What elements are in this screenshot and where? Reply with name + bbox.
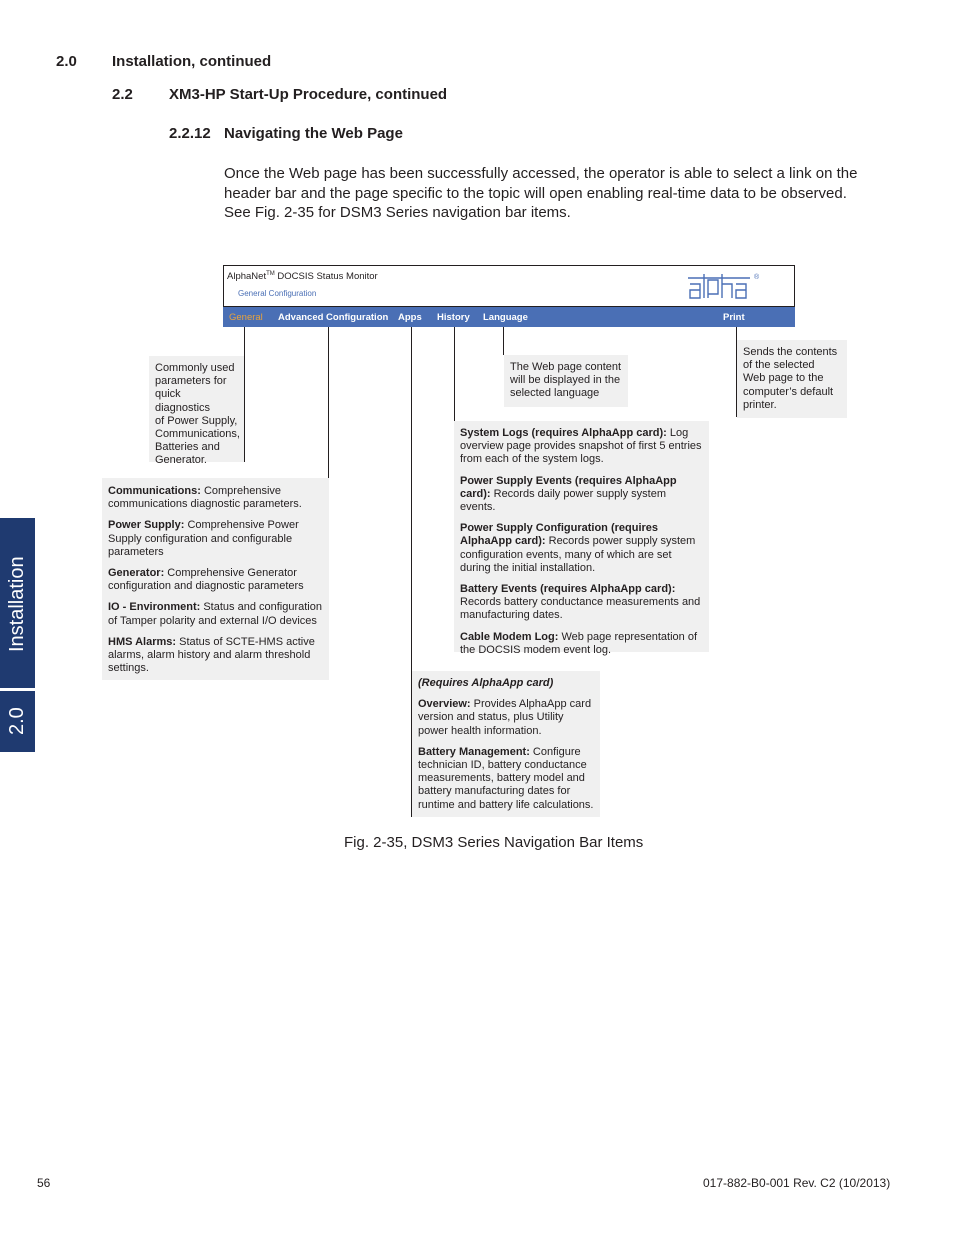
history-item: [460, 475, 703, 515]
nav-language[interactable]: Language: [483, 312, 528, 323]
subsubsection-title: Navigating the Web Page: [224, 125, 403, 142]
item-text: Log overview page provides snapshot of first 5 entries from each of the system logs.: [460, 427, 702, 466]
item-text: Comprehensive Power Supply configuration and configurable parameters: [108, 519, 299, 558]
page-number: 56: [37, 1176, 51, 1190]
callout-line: computer’s default: [743, 385, 834, 398]
document-number: 017-882-B0-001 Rev. C2 (10/2013): [703, 1176, 891, 1190]
callout-line: Batteries and: [155, 441, 220, 454]
callout-apps: [412, 671, 600, 817]
callout-line: Commonly used: [155, 362, 235, 374]
callout-history: [454, 421, 709, 656]
callout-line: Web page to the: [743, 372, 824, 385]
connector-history: [454, 327, 455, 421]
connector-advanced: [328, 327, 329, 478]
monitor-title: DOCSIS Status Monitor: [274, 271, 378, 283]
connector-general: [244, 327, 245, 462]
callout-advanced: [102, 478, 329, 680]
alpha-logo: [688, 270, 760, 307]
apps-item: [418, 746, 594, 812]
web-header-subtitle: General Configuration: [238, 289, 317, 298]
item-text: Records daily power supply system events.: [460, 487, 667, 514]
item-text: Configure technician ID, battery conductance measurements, battery model and battery manufacturing dates for runtime and battery life calculations.: [418, 745, 594, 811]
connector-language: [503, 327, 504, 355]
side-tab-section: 2.0: [6, 707, 28, 735]
callout-print: [737, 340, 847, 418]
trademark: TM: [266, 271, 275, 277]
history-item: [460, 522, 703, 575]
callout-general: [149, 356, 244, 467]
advanced-item: [108, 485, 323, 511]
item-label: Battery Management:: [418, 745, 530, 758]
brand-name: AlphaNet: [227, 271, 267, 283]
item-text: Comprehensive communications diagnostic parameters.: [108, 485, 302, 511]
item-label: Overview:: [418, 698, 471, 711]
item-label: Power Supply Events (requires AlphaApp card):: [460, 474, 677, 500]
figure-caption: Fig. 2-35, DSM3 Series Navigation Bar Items: [344, 834, 644, 851]
item-label: Generator:: [108, 567, 165, 580]
subsubsection-number: 2.2.12: [169, 125, 211, 142]
item-text: Records power supply system configuration events, many of which are set during the initial installation.: [460, 535, 696, 574]
item-label: Power Supply Configuration (requires AlphaApp card):: [460, 522, 659, 548]
section-number: 2.0: [56, 53, 77, 70]
side-tab-title-block: [0, 518, 35, 688]
intro-paragraph: [224, 164, 904, 223]
callout-line: Sends the contents: [743, 346, 838, 358]
callout-line: of the selected: [743, 359, 815, 372]
item-label: Battery Events (requires AlphaApp card):: [460, 583, 676, 596]
item-text: Records battery conductance measurements and manufacturing dates.: [460, 596, 701, 622]
item-label: HMS Alarms:: [108, 635, 177, 648]
history-item: [460, 631, 703, 657]
nav-general[interactable]: General: [229, 312, 263, 323]
callout-line: The Web page content: [510, 361, 622, 373]
subsection-title: XM3-HP Start-Up Procedure, continued: [169, 86, 448, 103]
item-label: Communications:: [108, 485, 201, 497]
advanced-item: [108, 519, 323, 559]
history-item: [460, 583, 703, 623]
subsection-number: 2.2: [112, 86, 133, 103]
callout-line: of Power Supply,: [155, 414, 238, 427]
callout-line: parameters for: [155, 375, 227, 388]
section-title: Installation, continued: [112, 53, 272, 70]
item-label: Cable Modem Log:: [460, 630, 559, 643]
callout-line: selected language: [510, 387, 600, 400]
callout-line: quick diagnostics: [155, 388, 211, 414]
web-header-title: [227, 271, 378, 282]
nav-history[interactable]: History: [437, 312, 470, 323]
item-text: Status and configuration of Tamper polarity and external I/O devices: [108, 601, 322, 627]
registered-mark: ®: [754, 274, 760, 281]
callout-language: [504, 355, 628, 407]
callout-line: Communications,: [155, 428, 240, 441]
callout-line: Generator.: [155, 454, 207, 467]
history-item: [460, 427, 703, 467]
side-tab-title: Installation: [6, 556, 28, 652]
side-tab-number-block: [0, 691, 35, 752]
advanced-item: [108, 567, 323, 593]
alpha-logo-icon: [688, 270, 760, 302]
intro-line: header bar and the page specific to the topic will open enabling real-time data to be observed.: [224, 184, 847, 202]
item-text: Comprehensive Generator configuration and diagnostic parameters: [108, 567, 304, 593]
advanced-item: [108, 636, 323, 676]
item-text: Web page representation of the DOCSIS modem event log.: [460, 630, 698, 656]
item-label: Power Supply:: [108, 519, 185, 532]
nav-apps[interactable]: Apps: [398, 312, 422, 323]
advanced-item: [108, 601, 323, 627]
nav-advanced-configuration[interactable]: Advanced Configuration: [278, 312, 389, 323]
nav-print[interactable]: Print: [723, 312, 745, 323]
item-label: IO - Environment:: [108, 601, 201, 614]
item-text: Provides AlphaApp card version and status, plus Utility power health information.: [418, 698, 592, 737]
callout-line: will be displayed in the: [510, 374, 621, 387]
item-label: System Logs (requires AlphaApp card):: [460, 427, 667, 439]
web-header: [223, 265, 795, 307]
intro-line: See Fig. 2-35 for DSM3 Series navigation bar items.: [224, 204, 571, 221]
item-text: Status of SCTE-HMS active alarms, alarm history and alarm threshold settings.: [108, 635, 315, 675]
apps-requirement: (Requires AlphaApp card): [418, 677, 554, 689]
callout-line: printer.: [743, 398, 777, 411]
intro-line: Once the Web page has been successfully accessed, the operator is able to select a link on the: [224, 165, 858, 182]
apps-item: [418, 698, 594, 738]
